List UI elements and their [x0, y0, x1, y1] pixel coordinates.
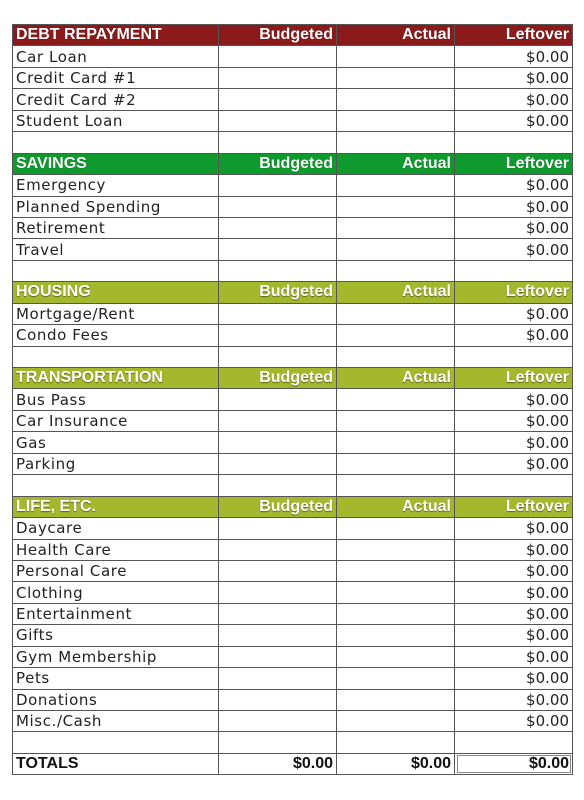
actual-cell[interactable]: [337, 239, 455, 260]
section-header-savings: [13, 153, 573, 174]
budgeted-cell[interactable]: [219, 711, 337, 732]
row-label: Health Care: [13, 539, 219, 560]
totals-leftover: $0.00: [455, 753, 573, 774]
row-label: Retirement: [13, 217, 219, 238]
spacer-row: [13, 475, 573, 496]
leftover-cell: $0.00: [455, 582, 573, 603]
actual-cell[interactable]: [337, 646, 455, 667]
budgeted-cell[interactable]: [219, 560, 337, 581]
row-label: Car Loan: [13, 46, 219, 67]
actual-cell[interactable]: [337, 539, 455, 560]
budgeted-cell[interactable]: [219, 89, 337, 110]
leftover-cell: $0.00: [455, 303, 573, 324]
row-label: Parking: [13, 453, 219, 474]
empty-cell: [219, 732, 337, 753]
budgeted-cell[interactable]: [219, 217, 337, 238]
actual-cell[interactable]: [337, 389, 455, 410]
actual-cell[interactable]: [337, 432, 455, 453]
budgeted-cell[interactable]: [219, 625, 337, 646]
row-label: Clothing: [13, 582, 219, 603]
leftover-cell: $0.00: [455, 646, 573, 667]
empty-cell: [337, 475, 455, 496]
leftover-cell: $0.00: [455, 89, 573, 110]
budget-table-body: [13, 25, 573, 775]
leftover-header: Leftover: [455, 25, 573, 46]
actual-cell[interactable]: [337, 711, 455, 732]
row-label: Gym Membership: [13, 646, 219, 667]
leftover-cell: $0.00: [455, 560, 573, 581]
empty-cell: [337, 132, 455, 153]
budgeted-header: Budgeted: [219, 25, 337, 46]
row-label: Personal Care: [13, 560, 219, 581]
table-row: [13, 668, 573, 689]
budgeted-header: Budgeted: [219, 153, 337, 174]
budgeted-cell[interactable]: [219, 582, 337, 603]
leftover-cell: $0.00: [455, 239, 573, 260]
budgeted-cell[interactable]: [219, 668, 337, 689]
table-row: [13, 539, 573, 560]
leftover-cell: $0.00: [455, 689, 573, 710]
leftover-cell: $0.00: [455, 110, 573, 131]
empty-cell: [455, 260, 573, 281]
table-row: [13, 110, 573, 131]
table-row: [13, 217, 573, 238]
actual-header: Actual: [337, 496, 455, 517]
empty-cell: [219, 260, 337, 281]
budgeted-header: Budgeted: [219, 368, 337, 389]
actual-cell[interactable]: [337, 582, 455, 603]
table-row: [13, 582, 573, 603]
budgeted-cell[interactable]: [219, 603, 337, 624]
budgeted-cell[interactable]: [219, 303, 337, 324]
actual-cell[interactable]: [337, 67, 455, 88]
row-label: Credit Card #1: [13, 67, 219, 88]
row-label: Travel: [13, 239, 219, 260]
empty-cell: [337, 260, 455, 281]
leftover-cell: $0.00: [455, 217, 573, 238]
table-row: [13, 67, 573, 88]
table-row: [13, 239, 573, 260]
budgeted-cell[interactable]: [219, 46, 337, 67]
leftover-header: Leftover: [455, 282, 573, 303]
actual-header: Actual: [337, 282, 455, 303]
leftover-cell: $0.00: [455, 175, 573, 196]
empty-cell: [219, 132, 337, 153]
budgeted-header: Budgeted: [219, 496, 337, 517]
section-header-housing: [13, 282, 573, 303]
budgeted-cell[interactable]: [219, 518, 337, 539]
actual-header: Actual: [337, 25, 455, 46]
leftover-cell: $0.00: [455, 711, 573, 732]
table-row: [13, 711, 573, 732]
section-title-transportation: TRANSPORTATION: [13, 368, 219, 389]
row-label: Condo Fees: [13, 325, 219, 346]
table-row: [13, 646, 573, 667]
spacer-row: [13, 260, 573, 281]
table-row: [13, 603, 573, 624]
table-row: [13, 432, 573, 453]
table-row: [13, 389, 573, 410]
leftover-cell: $0.00: [455, 539, 573, 560]
row-label: Credit Card #2: [13, 89, 219, 110]
row-label: Car Insurance: [13, 410, 219, 431]
leftover-cell: $0.00: [455, 518, 573, 539]
budgeted-header: Budgeted: [219, 282, 337, 303]
budgeted-cell[interactable]: [219, 325, 337, 346]
actual-cell[interactable]: [337, 603, 455, 624]
empty-cell: [219, 475, 337, 496]
row-label: Gas: [13, 432, 219, 453]
table-row: [13, 410, 573, 431]
budgeted-cell[interactable]: [219, 389, 337, 410]
section-title-debt: DEBT REPAYMENT: [13, 25, 219, 46]
spacer-row: [13, 346, 573, 367]
table-row: [13, 89, 573, 110]
empty-cell: [13, 475, 219, 496]
budgeted-cell[interactable]: [219, 432, 337, 453]
totals-row: [13, 753, 573, 774]
section-header-life: [13, 496, 573, 517]
budgeted-cell[interactable]: [219, 646, 337, 667]
row-label: Emergency: [13, 175, 219, 196]
row-label: Planned Spending: [13, 196, 219, 217]
spacer-row: [13, 132, 573, 153]
leftover-cell: $0.00: [455, 196, 573, 217]
table-row: [13, 46, 573, 67]
table-row: [13, 453, 573, 474]
actual-cell[interactable]: [337, 410, 455, 431]
section-header-transportation: [13, 368, 573, 389]
leftover-cell: $0.00: [455, 625, 573, 646]
actual-cell[interactable]: [337, 453, 455, 474]
actual-cell[interactable]: [337, 217, 455, 238]
table-row: [13, 518, 573, 539]
row-label: Student Loan: [13, 110, 219, 131]
budgeted-cell[interactable]: [219, 67, 337, 88]
leftover-cell: $0.00: [455, 453, 573, 474]
section-header-debt: [13, 25, 573, 46]
leftover-header: Leftover: [455, 496, 573, 517]
actual-cell[interactable]: [337, 303, 455, 324]
actual-cell[interactable]: [337, 689, 455, 710]
totals-actual: $0.00: [337, 753, 455, 774]
leftover-cell: $0.00: [455, 432, 573, 453]
actual-cell[interactable]: [337, 46, 455, 67]
row-label: Donations: [13, 689, 219, 710]
empty-cell: [455, 475, 573, 496]
empty-cell: [337, 732, 455, 753]
row-label: Pets: [13, 668, 219, 689]
leftover-cell: $0.00: [455, 325, 573, 346]
actual-cell[interactable]: [337, 560, 455, 581]
leftover-cell: $0.00: [455, 410, 573, 431]
leftover-cell: $0.00: [455, 603, 573, 624]
actual-header: Actual: [337, 153, 455, 174]
actual-header: Actual: [337, 368, 455, 389]
leftover-header: Leftover: [455, 153, 573, 174]
table-row: [13, 196, 573, 217]
empty-cell: [219, 346, 337, 367]
table-row: [13, 175, 573, 196]
totals-budgeted: $0.00: [219, 753, 337, 774]
empty-cell: [13, 732, 219, 753]
empty-cell: [455, 132, 573, 153]
actual-cell[interactable]: [337, 325, 455, 346]
empty-cell: [13, 346, 219, 367]
actual-cell[interactable]: [337, 89, 455, 110]
empty-cell: [455, 732, 573, 753]
leftover-cell: $0.00: [455, 46, 573, 67]
leftover-header: Leftover: [455, 368, 573, 389]
row-label: Bus Pass: [13, 389, 219, 410]
table-row: [13, 625, 573, 646]
row-label: Gifts: [13, 625, 219, 646]
budget-table: [12, 24, 573, 775]
budgeted-cell[interactable]: [219, 239, 337, 260]
budgeted-cell[interactable]: [219, 410, 337, 431]
actual-cell[interactable]: [337, 518, 455, 539]
section-title-savings: SAVINGS: [13, 153, 219, 174]
row-label: Mortgage/Rent: [13, 303, 219, 324]
table-row: [13, 560, 573, 581]
budgeted-cell[interactable]: [219, 110, 337, 131]
table-row: [13, 303, 573, 324]
budgeted-cell[interactable]: [219, 689, 337, 710]
actual-cell[interactable]: [337, 196, 455, 217]
leftover-cell: $0.00: [455, 389, 573, 410]
budgeted-cell[interactable]: [219, 196, 337, 217]
actual-cell[interactable]: [337, 110, 455, 131]
leftover-cell: $0.00: [455, 67, 573, 88]
actual-cell[interactable]: [337, 668, 455, 689]
actual-cell[interactable]: [337, 175, 455, 196]
empty-cell: [337, 346, 455, 367]
row-label: Daycare: [13, 518, 219, 539]
row-label: Entertainment: [13, 603, 219, 624]
totals-label: TOTALS: [13, 753, 219, 774]
actual-cell[interactable]: [337, 625, 455, 646]
budgeted-cell[interactable]: [219, 539, 337, 560]
empty-cell: [13, 132, 219, 153]
table-row: [13, 325, 573, 346]
spacer-row: [13, 732, 573, 753]
section-title-life: LIFE, ETC.: [13, 496, 219, 517]
row-label: Misc./Cash: [13, 711, 219, 732]
empty-cell: [455, 346, 573, 367]
budgeted-cell[interactable]: [219, 175, 337, 196]
leftover-cell: $0.00: [455, 668, 573, 689]
table-row: [13, 689, 573, 710]
section-title-housing: HOUSING: [13, 282, 219, 303]
empty-cell: [13, 260, 219, 281]
budgeted-cell[interactable]: [219, 453, 337, 474]
